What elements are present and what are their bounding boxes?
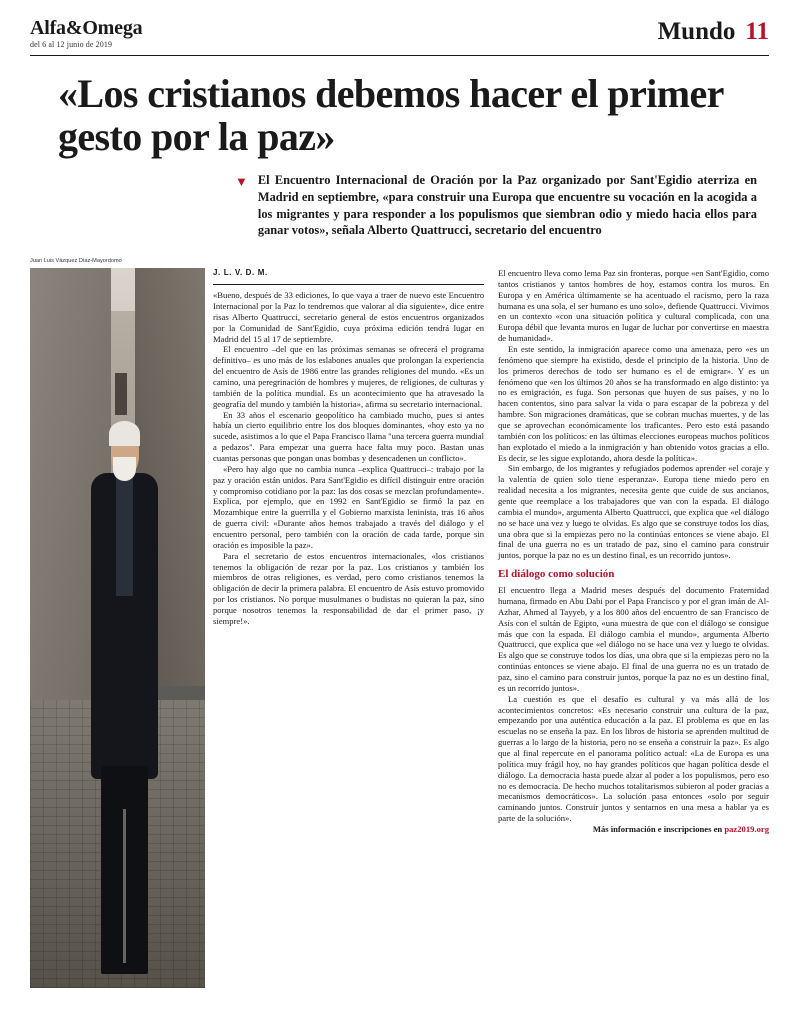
brand-block	[30, 18, 142, 49]
paragraph: El encuentro llega a Madrid meses después del documento Fraternidad humana, firmado en Abu Dabi por el Papa Francisco y por el gran imán de Al-Azhar, Ahmed al Tayyeb, y a los 800 años del encuentro de san Francisco de Asís con el sultán de Egipto, «una muestra de que con el diálogo se consigue más que con la espada. El diálogo cambia el mundo», argumenta Alberto Quattrucci, que explica que «el diálogo no se hace una vez y luego te olvidas. Es algo que se construye todos los días, una obra que si la empiezas pero no la continúas entonces se viene abajo. El final de una guerra no es un tratado de paz, sino el camino para construir juntos, porque la paz no es un destino final, es un recorrido juntos».	[498, 585, 769, 693]
standfirst-text: El Encuentro Internacional de Oración por la Paz organizado por Sant'Egidio aterriza en Madrid en septiembre, «para construir una Europa que encuentre su vocación en la acogida a los migrantes y para responder a los populismos que siembran odio y miedo hacia ellos para ganar votos», señala Alberto Quattrucci, secretario del encuentro	[257, 173, 757, 238]
photo-person	[90, 426, 160, 973]
photo-person-leg-gap	[123, 809, 126, 962]
photo-credit: Juan Luis Vázquez Díaz-Mayordomo	[30, 258, 122, 264]
article-body	[213, 268, 769, 1012]
page-number: 11	[745, 18, 769, 45]
masthead	[30, 18, 769, 56]
brand-title: Alfa&Omega	[30, 17, 143, 39]
issue-date: del 6 al 12 junio de 2019	[30, 40, 113, 49]
photo-person-hair	[109, 421, 140, 446]
paragraph: En 33 años el escenario geopolítico ha cambiado mucho, pues si antes había un cierto equilibrio entre los dos bloques dominantes, «hoy esto ya no sucede, asistimos a lo que el Papa Francisco llama "una tercera guerra mundial a pedazos". Para empezar una guerra hace falta muy poco. Bastan unas cuantas personas que pongan unas bombas y desencadenen un conflicto».	[213, 409, 485, 463]
section-block	[658, 18, 769, 46]
paragraph: Sin embargo, de los migrantes y refugiados podemos aprender «el coraje y la valentía de quien solo tiene esperanza». Europa tiene miedo pero en realidad necesita a los migrantes, necesita gente que cuide de sus ancianos, gente que reemplace a los trabajadores que van con la espada. El diálogo cambia el mundo», argumenta Alberto Quattrucci, que explica que «el diálogo no se hace una vez y luego te olvidas. Es algo que se construye todos los días, una obra que si la empiezas pero no la continúas entonces se viene abajo. El final de una guerra no es un tratado de paz, sino el camino para construir juntos, porque la paz no es un destino final, es un recorrido juntos».	[498, 463, 769, 561]
byline: J. L. V. D. M.	[213, 268, 268, 277]
paragraph: El encuentro lleva como lema Paz sin fronteras, porque «en Sant'Egidio, como tantos cristianos y tantos hombres de hoy, estamos contra los muros. En Europa y en América últimamente se ha acentuado el racismo, pero la raza humana es una sola, el ser humano es uno solo», defiende Quattrucci. Vivimos en un contexto «con una situación política y cultural complicada, con una Europa débil que levanta muros en lugar de luchar por convertirse en maestra de humanidad».	[498, 268, 769, 344]
paragraph: «Pero hay algo que no cambia nunca –explica Quattrucci–: trabajo por la paz y oración están unidos. Para Sant'Egidio es difícil distinguir entre oración y compromiso cotidiano por la paz: las dos cosas se mezclan profundamente». Explica, por ejemplo, que en 1992 en Sant'Egidio se firmó la paz en Mozambique entre la guerrilla y el Gobierno marxista leninista, tras 16 años de guerra civil: «Durante años hemos trabajado a través del diálogo y el encuentro personal, pero también con la oración de cada tarde, porque sin oración es imposible la paz».	[213, 463, 484, 550]
subheading: El diálogo como solución	[498, 568, 615, 581]
page-title: «Los cristianos debemos hacer el primer gesto por la paz»	[58, 71, 724, 160]
more-info-url[interactable]: paz2019.org	[724, 824, 769, 835]
byline-rule	[213, 284, 484, 285]
paragraph: Para el secretario de estos encuentros internacionales, «los cristianos tenemos la obligación de rezar por la paz. Los cristianos y también los miembros de otras religiones, es verdad, pero como cristianos tenemos la obligación de decir la primera palabra. El encuentro de Asís estuvo promovido por los cristianos. No porque musulmanes o budistas no quieran la paz, sino porque nosotros tenemos la responsabilidad de dar el primer paso, ¡y siempre!».	[213, 550, 484, 626]
triangle-bullet-icon: ▼	[235, 174, 248, 190]
paragraph: La cuestión es que el desafío es cultural y va más allá de los acontecimientos concretos: «Es necesario construir una cultura de la paz, empezando por una auténtica educación a la paz. El problema es que en las escuelas no se enseña la paz. En los libros de historia se aprenden multitud de guerras a lo largo de la historia, pero no se enseña a construir la paz». Es algo que al final repercute en el panorama político actual: «La de Europa es una política muy frágil hoy, no hay grandes políticos que hagan política desde el diálogo. La democracia hasta puede alzar al poder a los populismos, pero eso no es democracia. De hecho muchos totalitarismos subieron al poder gracias a mecanismos democráticos». La solución pasa entonces «solo por seguir caminando juntos. Construir juntos y sentarnos en una mesa a hablar ya es parte de la solución».	[498, 693, 769, 824]
more-info-line	[498, 824, 769, 835]
more-info-text: Más información e inscripciones en	[592, 824, 725, 835]
paragraph: En este sentido, la inmigración aparece como una amenaza, pero «es un fenómeno que siempre ha existido, desde el principio de la historia. Uno de los primeros derechos de todo ser humano es el de emigrar». Y es un fenómeno que «en los últimos 20 años se ha transformado en algo distinto: ya no es emigración, es fuga. Son personas que huyen de sus países, y no lo hacen contentos, sino para salvar la vida o para escapar de la pobreza y del hambre. Son migraciones dramáticas, que se cobran muchas muertes, y de las que se aprovechan económicamente los traficantes. Pero esto está pasando también con los políticos: en las últimas elecciones europeas muchos políticos han explotado el miedo a la inmigración y han obtenido votos gracias a ello. Es decir, se les sigue explotando, ahora desde la política».	[498, 344, 769, 463]
article-photo	[30, 258, 205, 988]
section-name: Mundo	[657, 18, 736, 45]
column-left	[213, 268, 484, 1012]
photo-window	[115, 373, 127, 414]
paragraph: El encuentro –del que en las próximas semanas se ofrecerá el programa definitivo– es uno más de los eslabones anuales que prolongan la experiencia del encuentro de Asís de 1986 entre las grandes religiones del mundo. «Es un camino, una peregrinación de hombres y mujeres, de religiones, de culturas y también de la política mundial. Es un acontecimiento que ha atravesado la geografía del mundo y también la historia», afirma su secretario internacional.	[213, 344, 484, 409]
standfirst-block	[30, 172, 769, 238]
column-right	[498, 268, 769, 1012]
photo-person-shirt	[116, 476, 133, 596]
paragraph: «Bueno, después de 33 ediciones, lo que vaya a traer de nuevo este Encuentro Internacional por la Paz lo tendremos que valorar al día siguiente», dice entre risas Alberto Quattrucci, secretario general de estos encuentros organizados por la Comunidad de Sant'Egidio, cuya próxima edición tendrá lugar en Madrid del 15 al 17 de septiembre.	[213, 290, 484, 344]
